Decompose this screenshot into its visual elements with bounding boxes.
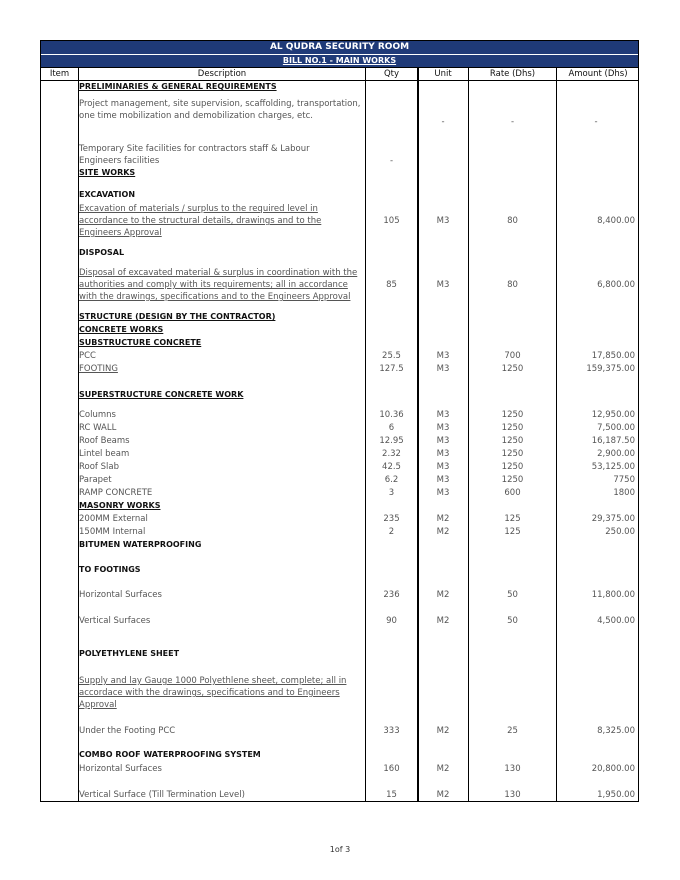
row-rate: 600: [504, 488, 521, 498]
header-amount: Amount (Dhs): [568, 69, 628, 79]
section-heading: MASONRY WORKS: [79, 501, 161, 510]
row-description: RAMP CONCRETE: [79, 488, 153, 498]
row-unit: M2: [436, 590, 450, 600]
row-amount: 7750: [613, 475, 635, 485]
section-heading: STRUCTURE (DESIGN BY THE CONTRACTOR): [79, 312, 276, 321]
row-rate: 25: [507, 726, 518, 736]
row-qty: 6: [388, 423, 395, 433]
row-description: Excavation of materials / surplus to the required level in accordance to the structural details, drawings and to the Engineers Approval: [79, 204, 322, 238]
row-rate: 125: [504, 527, 521, 537]
section-heading: DISPOSAL: [79, 248, 125, 257]
row-rate: 1250: [501, 423, 524, 433]
row-unit: M2: [436, 514, 450, 524]
row-qty: 333: [383, 726, 400, 736]
row-rate: -: [510, 117, 515, 127]
row-amount: 20,800.00: [591, 764, 635, 774]
row-unit: M3: [436, 488, 450, 498]
row-qty: 12.95: [379, 436, 404, 446]
row-description: Roof Slab: [79, 462, 119, 472]
row-qty: 10.36: [379, 410, 404, 420]
row-description: Under the Footing PCC: [79, 726, 176, 736]
row-qty: 2.32: [382, 449, 401, 459]
row-rate: 125: [504, 514, 521, 524]
section-heading: SUPERSTRUCTURE CONCRETE WORK: [79, 390, 244, 399]
row-qty: 15: [386, 790, 397, 800]
row-description: RC WALL: [79, 423, 117, 433]
section-heading: BITUMEN WATERPROOFING: [79, 540, 202, 549]
document-title: AL QUDRA SECURITY ROOM: [41, 41, 638, 54]
row-amount: 159,375.00: [586, 364, 635, 374]
table-header: [41, 67, 638, 81]
row-unit: M2: [436, 616, 450, 626]
row-amount: 1800: [613, 488, 635, 498]
row-unit: M3: [436, 280, 450, 290]
row-rate: 1250: [501, 364, 524, 374]
row-qty: 235: [383, 514, 400, 524]
row-unit: M2: [436, 764, 450, 774]
row-description: Disposal of excavated material & surplus in coordination with the authorities and comply with its requirements; all in accordance with the drawings, specifications and to the Engineers Approval: [79, 268, 358, 302]
column-divider: [468, 67, 469, 801]
row-amount: 1,950.00: [597, 790, 635, 800]
row-unit: M3: [436, 449, 450, 459]
row-description: Vertical Surfaces: [79, 616, 151, 626]
row-amount: 53,125.00: [591, 462, 635, 472]
row-unit: M3: [436, 351, 450, 361]
row-amount: 29,375.00: [591, 514, 635, 524]
row-qty: 42.5: [382, 462, 401, 472]
header-rate: Rate (Dhs): [489, 69, 536, 79]
row-qty: 2: [388, 527, 395, 537]
row-rate: 130: [504, 790, 521, 800]
row-unit: M2: [436, 527, 450, 537]
row-rate: 1250: [501, 436, 524, 446]
row-description: Vertical Surface (Till Termination Level): [79, 790, 245, 800]
row-rate: 50: [507, 590, 518, 600]
row-description: Supply and lay Gauge 1000 Polyethlene sheet, complete; all in accordace with the drawings, specifications and to Engineers Approval: [79, 676, 347, 710]
row-rate: 50: [507, 616, 518, 626]
section-heading: SUBSTRUCTURE CONCRETE: [79, 338, 202, 347]
column-divider: [556, 67, 557, 801]
row-rate: 1250: [501, 449, 524, 459]
row-rate: 1250: [501, 462, 524, 472]
row-amount: 2,900.00: [597, 449, 635, 459]
row-rate: 130: [504, 764, 521, 774]
row-amount: 17,850.00: [591, 351, 635, 361]
row-qty: 85: [386, 280, 397, 290]
section-heading: SITE WORKS: [79, 168, 136, 177]
row-qty: 105: [383, 216, 400, 226]
row-amount: 12,950.00: [591, 410, 635, 420]
row-description: Roof Beams: [79, 436, 130, 446]
section-heading: EXCAVATION: [79, 190, 136, 199]
row-unit: M3: [436, 216, 450, 226]
row-amount: 6,800.00: [597, 280, 635, 290]
bill-subtitle: BILL NO.1 - MAIN WORKS: [41, 54, 638, 67]
boq-sheet: [40, 40, 639, 802]
row-amount: 8,400.00: [597, 216, 635, 226]
row-qty: 6.2: [384, 475, 399, 485]
row-description: Horizontal Surfaces: [79, 764, 162, 774]
row-rate: 1250: [501, 410, 524, 420]
header-item: Item: [49, 69, 70, 79]
row-rate: 700: [504, 351, 521, 361]
row-qty: 25.5: [382, 351, 401, 361]
row-unit: M3: [436, 423, 450, 433]
row-qty: -: [389, 156, 394, 166]
row-qty: 90: [386, 616, 397, 626]
row-amount: 8,325.00: [597, 726, 635, 736]
row-amount: 250.00: [605, 527, 635, 537]
row-unit: M3: [436, 475, 450, 485]
section-heading: COMBO ROOF WATERPROOFING SYSTEM: [79, 750, 261, 759]
page-number: 1of 3: [329, 845, 351, 854]
row-description: FOOTING: [79, 364, 118, 374]
row-amount: 4,500.00: [597, 616, 635, 626]
row-description: PCC: [79, 351, 96, 361]
row-description: Project management, site supervision, scaffolding, transportation, one time mobilization and demobilization charges, etc.: [79, 99, 361, 121]
row-amount: 11,800.00: [591, 590, 635, 600]
row-description: Lintel beam: [79, 449, 130, 459]
row-description: Columns: [79, 410, 116, 420]
row-unit: M3: [436, 410, 450, 420]
row-unit: M3: [436, 436, 450, 446]
section-heading: PRELIMINARIES & GENERAL REQUIREMENTS: [79, 82, 277, 91]
row-description: 200MM External: [79, 514, 148, 524]
row-unit: M2: [436, 726, 450, 736]
row-qty: 127.5: [379, 364, 404, 374]
column-divider: [365, 67, 366, 801]
row-amount: 7,500.00: [597, 423, 635, 433]
row-unit: M3: [436, 364, 450, 374]
row-qty: 160: [383, 764, 400, 774]
section-heading: TO FOOTINGS: [79, 565, 141, 574]
section-heading: CONCRETE WORKS: [79, 325, 164, 334]
header-unit: Unit: [434, 69, 452, 79]
row-amount: 16,187.50: [591, 436, 635, 446]
row-description: Horizontal Surfaces: [79, 590, 162, 600]
row-unit: M2: [436, 790, 450, 800]
header-qty: Qty: [383, 69, 400, 79]
row-description: 150MM Internal: [79, 527, 146, 537]
header-description: Description: [197, 69, 247, 79]
row-description: Temporary Site facilities for contractors staff & Labour Engineers facilities: [79, 144, 310, 166]
section-heading: POLYETHYLENE SHEET: [79, 649, 180, 658]
row-rate: 80: [507, 216, 518, 226]
row-unit: M3: [436, 462, 450, 472]
row-rate: 1250: [501, 475, 524, 485]
row-description: Parapet: [79, 475, 112, 485]
row-unit: -: [441, 117, 445, 127]
row-amount: -: [594, 117, 598, 127]
row-qty: 3: [388, 488, 395, 498]
column-divider: [417, 67, 419, 801]
row-rate: 80: [507, 280, 518, 290]
row-qty: 236: [383, 590, 400, 600]
